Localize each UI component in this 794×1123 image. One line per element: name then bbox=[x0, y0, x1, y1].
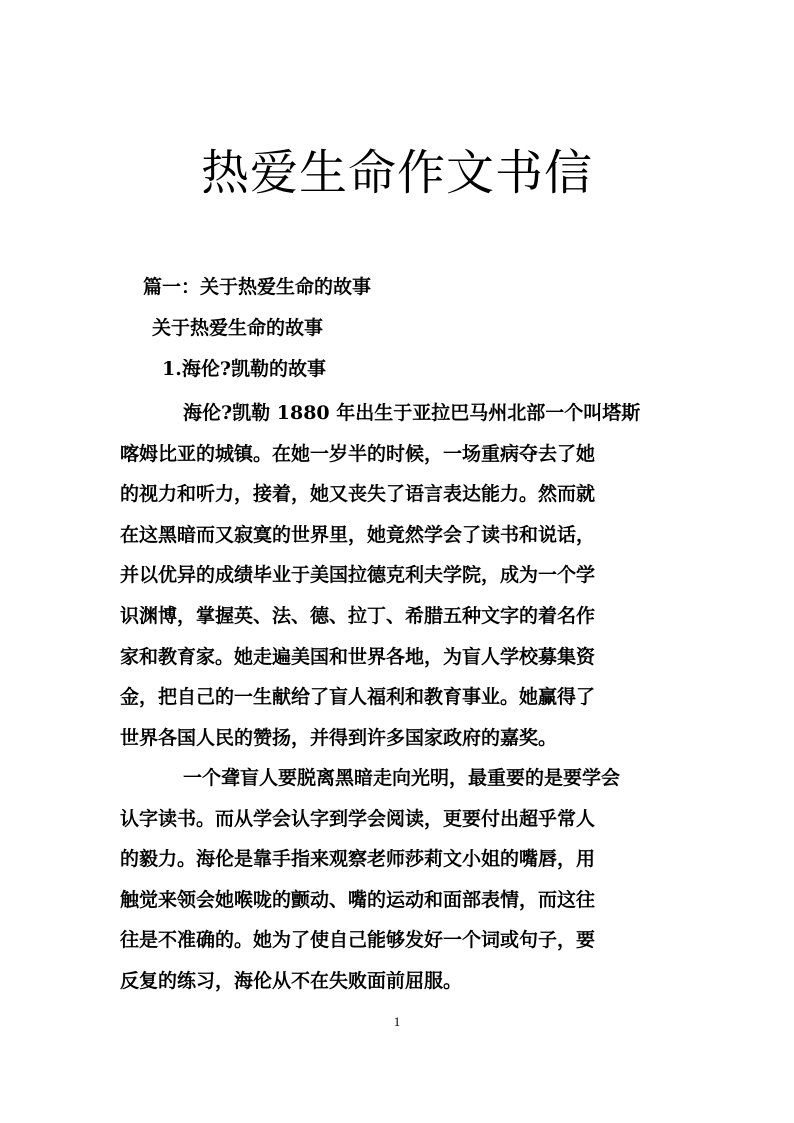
paragraph-line: 家和教育家。她走遍美国和世界各地，为盲人学校募集资 bbox=[120, 645, 596, 668]
paragraph-line: 认字读书。而从学会认字到学会阅读，更要付出超乎常人 bbox=[120, 807, 596, 830]
paragraph-line: 喀姆比亚的城镇。在她一岁半的时候，一场重病夺去了她 bbox=[120, 442, 596, 465]
paragraph-line: 的视力和听力，接着，她又丧失了语言表达能力。然而就 bbox=[120, 483, 596, 506]
paragraph-line: 触觉来领会她喉咙的颤动、嘴的运动和面部表情，而这往 bbox=[120, 888, 596, 911]
document-title: 热爱生命作文书信 bbox=[200, 145, 593, 201]
paragraph-line: 一个聋盲人要脱离黑暗走向光明，最重要的是要学会 bbox=[183, 767, 621, 789]
paragraph-line: 在这黑暗而又寂寞的世界里，她竟然学会了读书和说话， bbox=[120, 523, 596, 546]
section-heading: 篇一：关于热爱生命的故事 bbox=[143, 276, 372, 298]
story-heading: 关于热爱生命的故事 bbox=[152, 317, 324, 339]
paragraph-line: 并以优异的成绩毕业于美国拉德克利夫学院，成为一个学 bbox=[120, 564, 596, 587]
body-paragraph-1 bbox=[120, 393, 680, 758]
paragraph-line: 识渊博，掌握英、法、德、拉丁、希腊五种文字的着名作 bbox=[120, 604, 596, 627]
body-paragraph-2 bbox=[120, 758, 680, 1002]
paragraph-line: 金，把自己的一生献给了盲人福利和教育事业。她赢得了 bbox=[120, 686, 596, 709]
paragraph-line: 世界各国人民的赞扬，并得到许多国家政府的嘉奖。 bbox=[120, 726, 558, 749]
paragraph-line: 反复的练习，海伦从不在失败面前屈服。 bbox=[120, 969, 463, 992]
subsection-heading: 1.海伦?凯勒的故事 bbox=[162, 358, 326, 380]
paragraph-line: 往是不准确的。她为了使自己能够发好一个词或句子，要 bbox=[120, 929, 596, 952]
paragraph-line: 海伦?凯勒 1880 年出生于亚拉巴马州北部一个叫塔斯 bbox=[183, 402, 641, 424]
paragraph-line: 的毅力。海伦是靠手指来观察老师莎莉文小姐的嘴唇，用 bbox=[120, 848, 596, 871]
page-number: 1 bbox=[393, 1014, 401, 1029]
